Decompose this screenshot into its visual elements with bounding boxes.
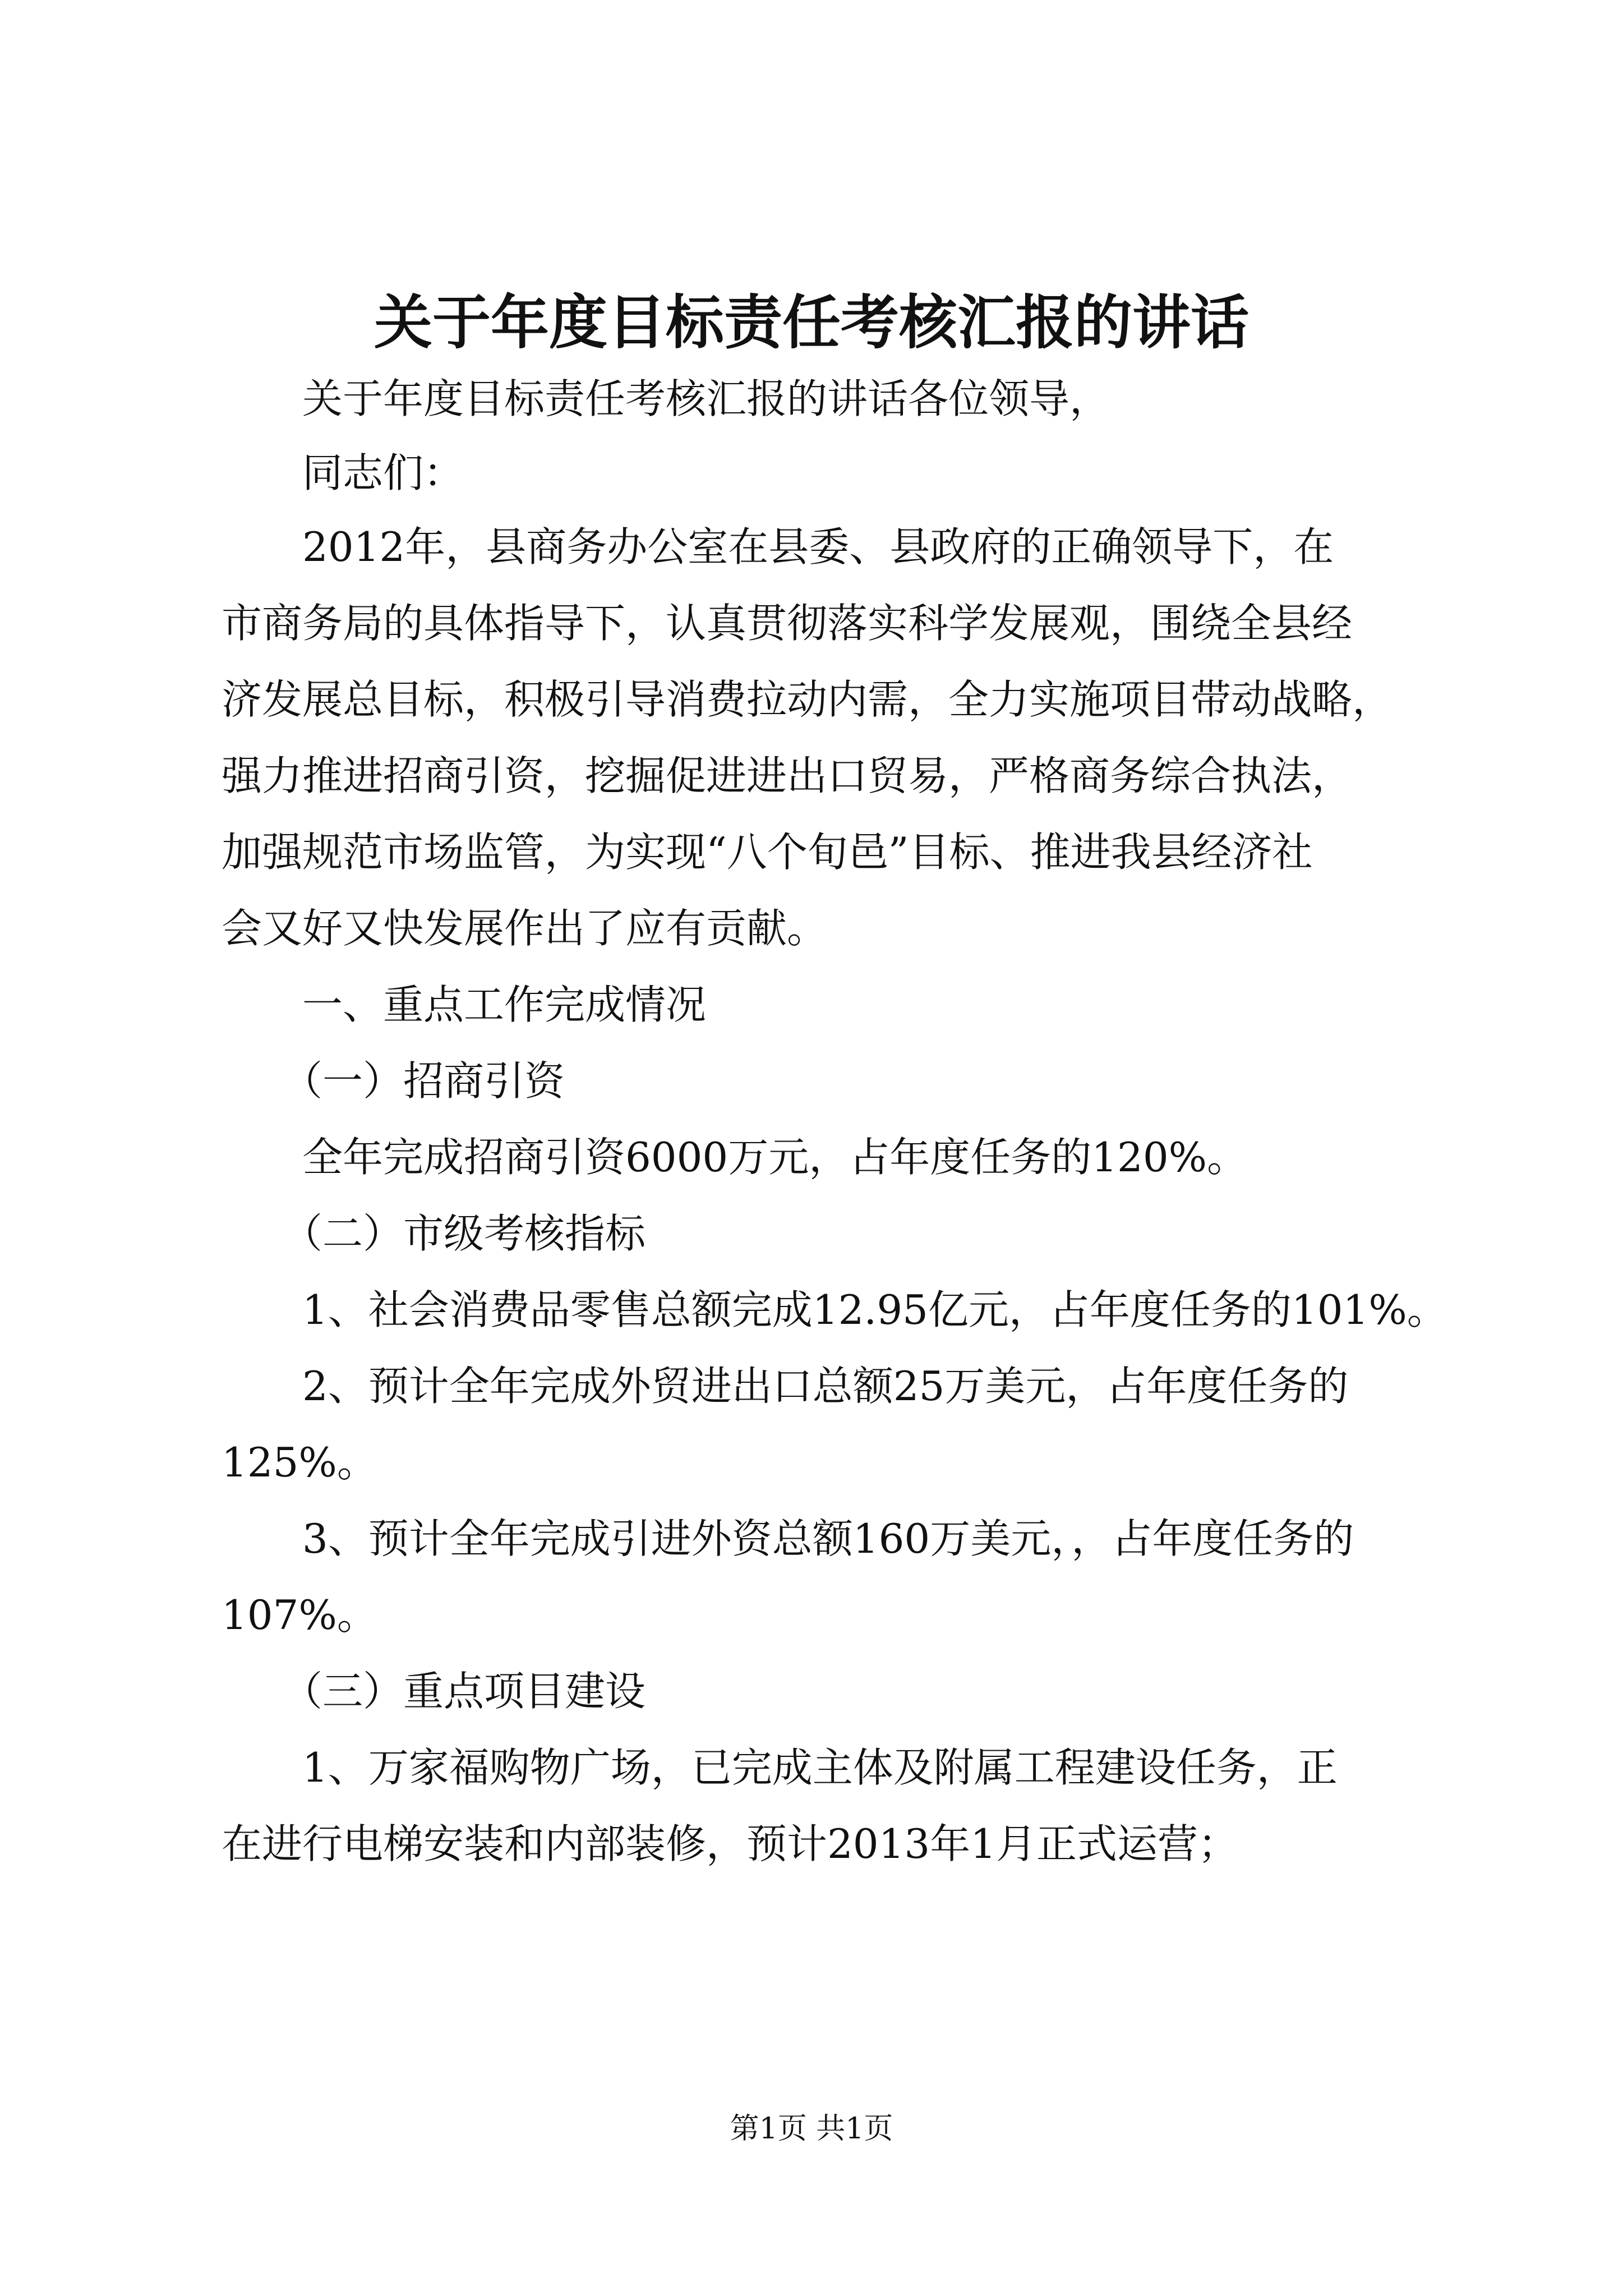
body-line: 济发展总目标，积极引导消费拉动内需，全力实施项目带动战略， xyxy=(222,676,1393,723)
body-line: 125%。 xyxy=(222,1439,377,1486)
body-line: 1、社会消费品零售总额完成12.95亿元，占年度任务的101%。 xyxy=(222,1286,1447,1333)
body-line: 3、预计全年完成引进外资总额160万美元，，占年度任务的 xyxy=(222,1515,1354,1562)
page-footer: 第1页 共1页 xyxy=(730,2112,893,2146)
document-title: 关于年度目标责任考核汇报的讲话 xyxy=(374,288,1249,357)
body-line: 会又好又快发展作出了应有贡献。 xyxy=(222,905,828,952)
body-line: 2、预计全年完成外贸进出口总额25万美元，占年度任务的 xyxy=(222,1363,1349,1410)
document-body xyxy=(222,376,1450,1867)
body-line: 2012年，县商务办公室在县委、县政府的正确领导下，在 xyxy=(222,523,1334,570)
subsection-heading: （三）重点项目建设 xyxy=(222,1668,646,1715)
body-line: 107%。 xyxy=(222,1591,377,1639)
body-line: 在进行电梯安装和内部装修，预计2013年1月正式运营； xyxy=(222,1820,1239,1867)
body-line: 强力推进招商引资，挖掘促进进出口贸易，严格商务综合执法， xyxy=(222,752,1353,799)
body-line: 关于年度目标责任考核汇报的讲话各位领导， xyxy=(222,375,1110,422)
body-line: 全年完成招商引资6000万元，占年度任务的120%。 xyxy=(222,1134,1248,1181)
subsection-heading: （二）市级考核指标 xyxy=(222,1210,646,1257)
body-line: 1、万家福购物广场，已完成主体及附属工程建设任务，正 xyxy=(222,1744,1338,1791)
body-line: 市商务局的具体指导下，认真贯彻落实科学发展观，围绕全县经 xyxy=(222,600,1353,647)
section-heading: 一、重点工作完成情况 xyxy=(222,981,707,1028)
body-line: 同志们： xyxy=(222,449,464,496)
subsection-heading: （一）招商引资 xyxy=(222,1057,565,1105)
body-line: 加强规范市场监管，为实现“八个旬邑”目标、推进我县经济社 xyxy=(222,829,1313,876)
